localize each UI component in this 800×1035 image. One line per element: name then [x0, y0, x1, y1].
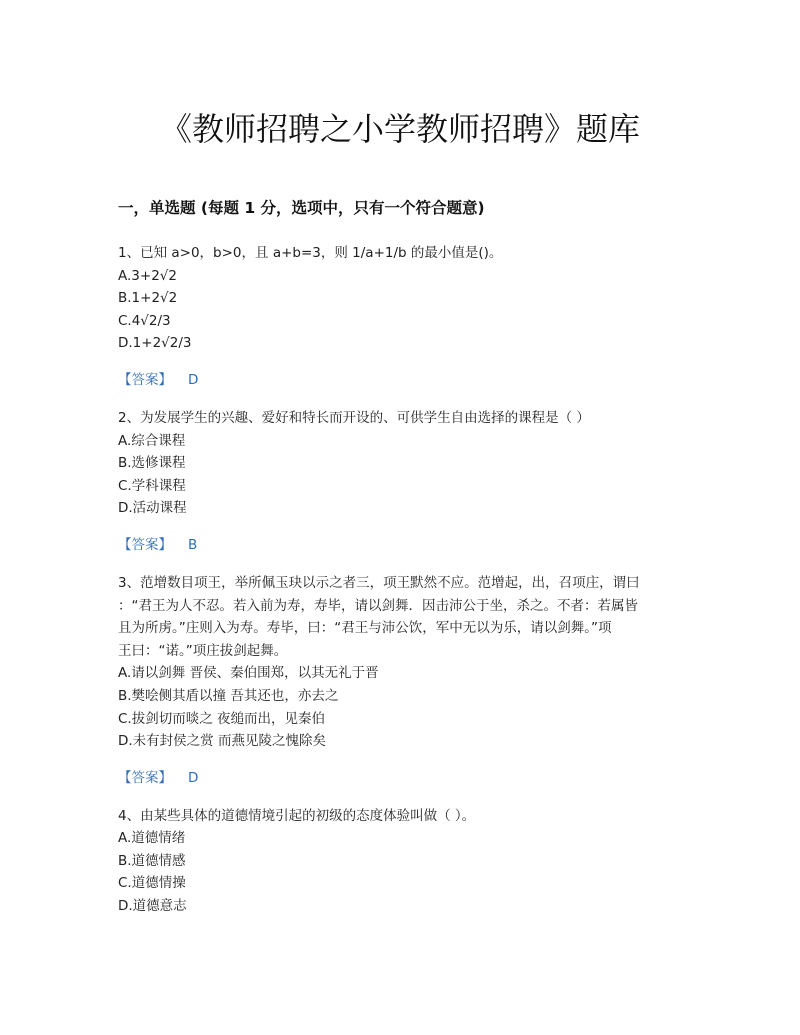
document-title: 《教师招聘之小学教师招聘》题库 — [159, 110, 640, 148]
question-list — [118, 242, 688, 918]
option-a: A.请以剑舞 晋侯、秦伯围郑，以其无礼于晋 — [118, 665, 379, 682]
question-text: 4、由某些具体的道德情境引起的初级的态度体验叫做（ ）。 — [118, 807, 476, 824]
question-text-line: 且为所虏。”庄则入为寿。寿毕，曰：“君王与沛公饮，军中无以为乐，请以剑舞。”项 — [118, 620, 612, 637]
option-b: B.选修课程 — [118, 455, 186, 472]
question-text-line: ：“君王为人不忍。若入前为寿，寿毕，请以剑舞．因击沛公于坐，杀之。不者：若属皆 — [118, 597, 638, 614]
option-d: D.活动课程 — [118, 500, 187, 517]
option-b: B.樊哙侧其盾以撞 吾其还也，亦去之 — [118, 687, 339, 704]
question-4 — [118, 805, 688, 918]
question-1 — [118, 242, 688, 391]
option-b: B.1+2√2 — [118, 290, 178, 307]
answer-line — [118, 369, 688, 391]
option-c: C.4√2/3 — [118, 312, 171, 329]
answer-label: 【答案】 — [118, 536, 172, 553]
answer-value: D — [188, 371, 199, 388]
section-heading: 一，单选题 (每题 1 分，选项中，只有一个符合题意) — [118, 199, 485, 217]
option-c: C.拔剑切而啖之 夜缒而出，见秦伯 — [118, 710, 326, 727]
answer-label: 【答案】 — [118, 769, 172, 786]
option-a: A.综合课程 — [118, 432, 186, 449]
option-d: D.道德意志 — [118, 898, 187, 915]
option-c: C.道德情操 — [118, 875, 186, 892]
option-d: D.未有封侯之赏 而燕见陵之愧除矣 — [118, 733, 326, 750]
question-text: 1、已知 a>0，b>0，且 a+b=3，则 1/a+1/b 的最小值是()。 — [118, 245, 503, 261]
question-2 — [118, 407, 688, 556]
answer-value: B — [188, 536, 198, 553]
answer-line — [118, 534, 688, 556]
answer-label: 【答案】 — [118, 371, 172, 388]
option-a: A.3+2√2 — [118, 267, 177, 284]
question-3 — [118, 572, 688, 789]
option-d: D.1+2√2/3 — [118, 335, 192, 352]
option-c: C.学科课程 — [118, 477, 186, 494]
question-text-line: 3、范增数目项王，举所佩玉玦以示之者三，项王默然不应。范增起，出，召项庄，谓曰 — [118, 574, 640, 591]
answer-value: D — [188, 769, 199, 786]
option-a: A.道德情绪 — [118, 830, 186, 847]
question-text-line: 王曰：“诺。”项庄拔剑起舞。 — [118, 642, 288, 659]
answer-line — [118, 767, 688, 789]
option-b: B.道德情感 — [118, 852, 186, 869]
question-text: 2、为发展学生的兴趣、爱好和特长而开设的、可供学生自由选择的课程是（ ） — [118, 409, 590, 426]
